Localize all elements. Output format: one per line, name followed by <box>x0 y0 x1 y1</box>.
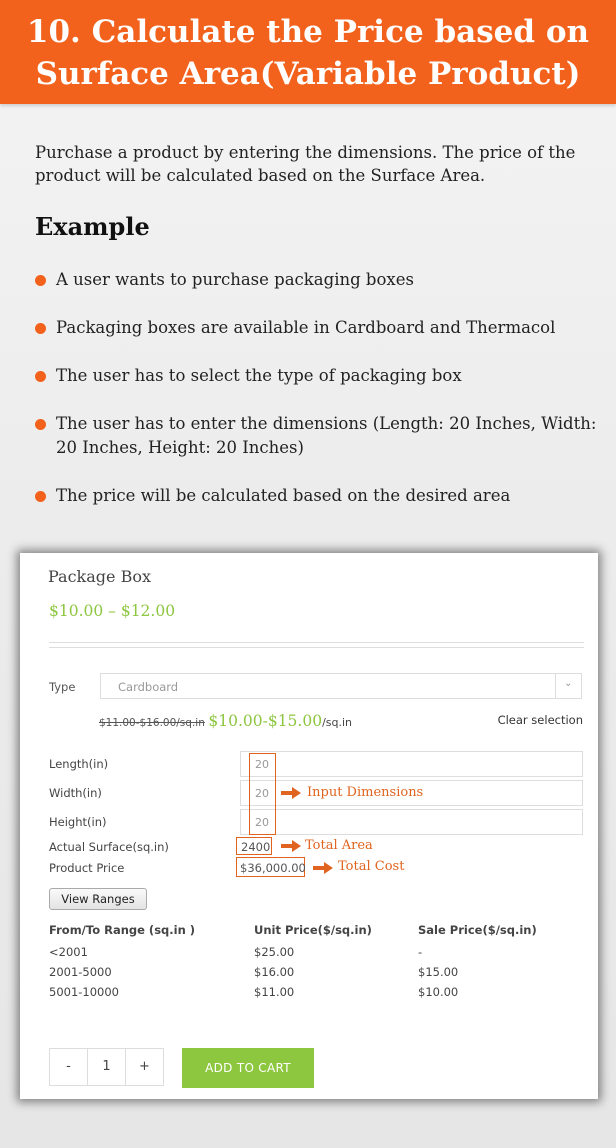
surface-value: 2400 <box>241 840 271 854</box>
divider <box>49 642 584 643</box>
total-area-annotation: Total Area <box>305 838 373 853</box>
height-label: Height(in) <box>49 815 107 829</box>
product-title: Package Box <box>48 567 151 586</box>
old-price: $11.00-$16.00/sq.in <box>99 717 205 729</box>
quantity-stepper <box>49 1048 164 1086</box>
arrow-right-icon <box>313 862 333 874</box>
input-dimensions-annotation: Input Dimensions <box>307 785 424 800</box>
width-input[interactable]: 20 <box>240 780 583 806</box>
product-price-range: $10.00 – $12.00 <box>49 602 176 620</box>
view-ranges-button[interactable]: View Ranges <box>49 888 147 910</box>
list-item: The price will be calculated based on the desired area <box>35 484 605 508</box>
variation-price <box>99 712 352 730</box>
list-item: A user wants to purchase packaging boxes <box>35 268 605 292</box>
type-select[interactable] <box>100 673 582 699</box>
length-label: Length(in) <box>49 757 109 771</box>
quantity-decrease-button[interactable]: - <box>50 1049 88 1085</box>
intro-text: Purchase a product by entering the dimensions. The price of the product will be calculated based on the Surface Area. <box>35 143 576 185</box>
width-label: Width(in) <box>49 786 102 800</box>
bullet-dot-icon <box>35 323 46 334</box>
product-card <box>20 553 598 1099</box>
bullet-dot-icon <box>35 491 46 502</box>
banner-title-line1: 10. Calculate the Price based on <box>26 14 590 50</box>
quantity-input[interactable]: 1 <box>88 1049 126 1085</box>
surface-label: Actual Surface(sq.in) <box>49 840 169 854</box>
select-arrow[interactable] <box>555 674 581 698</box>
table-header: From/To Range (sq.in ) Unit Price($/sq.in) Sale Price($/sq.in) <box>49 923 537 937</box>
table-row: 5001-10000 $11.00 $10.00 <box>49 985 459 999</box>
type-label: Type <box>49 680 76 694</box>
divider <box>49 647 584 648</box>
length-input[interactable]: 20 <box>240 751 583 777</box>
list-item: The user has to enter the dimensions (Length: 20 Inches, Width: 20 Inches, Height: 20 Inches) <box>35 412 605 460</box>
height-input[interactable]: 20 <box>240 809 583 835</box>
dimensions-highlight <box>249 753 276 835</box>
quantity-increase-button[interactable]: + <box>139 1059 150 1074</box>
arrow-right-icon <box>281 787 301 799</box>
arrow-right-icon <box>281 840 301 852</box>
page-banner <box>0 0 616 104</box>
clear-selection-link[interactable]: Clear selection <box>497 713 583 727</box>
new-price: $10.00-$15.00 <box>208 712 323 730</box>
list-item: Packaging boxes are available in Cardboard and Thermacol <box>35 316 605 340</box>
bullet-dot-icon <box>35 419 46 430</box>
example-list <box>35 268 605 508</box>
bullet-dot-icon <box>35 275 46 286</box>
type-select-value: Cardboard <box>118 680 179 694</box>
chevron-down-icon: ⌄ <box>564 678 573 689</box>
total-cost-annotation: Total Cost <box>338 859 405 874</box>
table-row: 2001-5000 $16.00 $15.00 <box>49 965 459 979</box>
new-price-unit: /sq.in <box>322 716 353 729</box>
banner-title-line2: Surface Area(Variable Product) <box>35 56 581 92</box>
product-price-value: $36,000.00 <box>240 861 306 875</box>
add-to-cart-button[interactable]: ADD TO CART <box>182 1048 314 1088</box>
list-item: The user has to select the type of packaging box <box>35 364 605 388</box>
product-price-label: Product Price <box>49 861 125 875</box>
table-row: <2001 $25.00 - <box>49 945 423 959</box>
example-heading: Example <box>35 212 150 241</box>
price-ranges-table <box>49 923 569 1005</box>
bullet-dot-icon <box>35 371 46 382</box>
